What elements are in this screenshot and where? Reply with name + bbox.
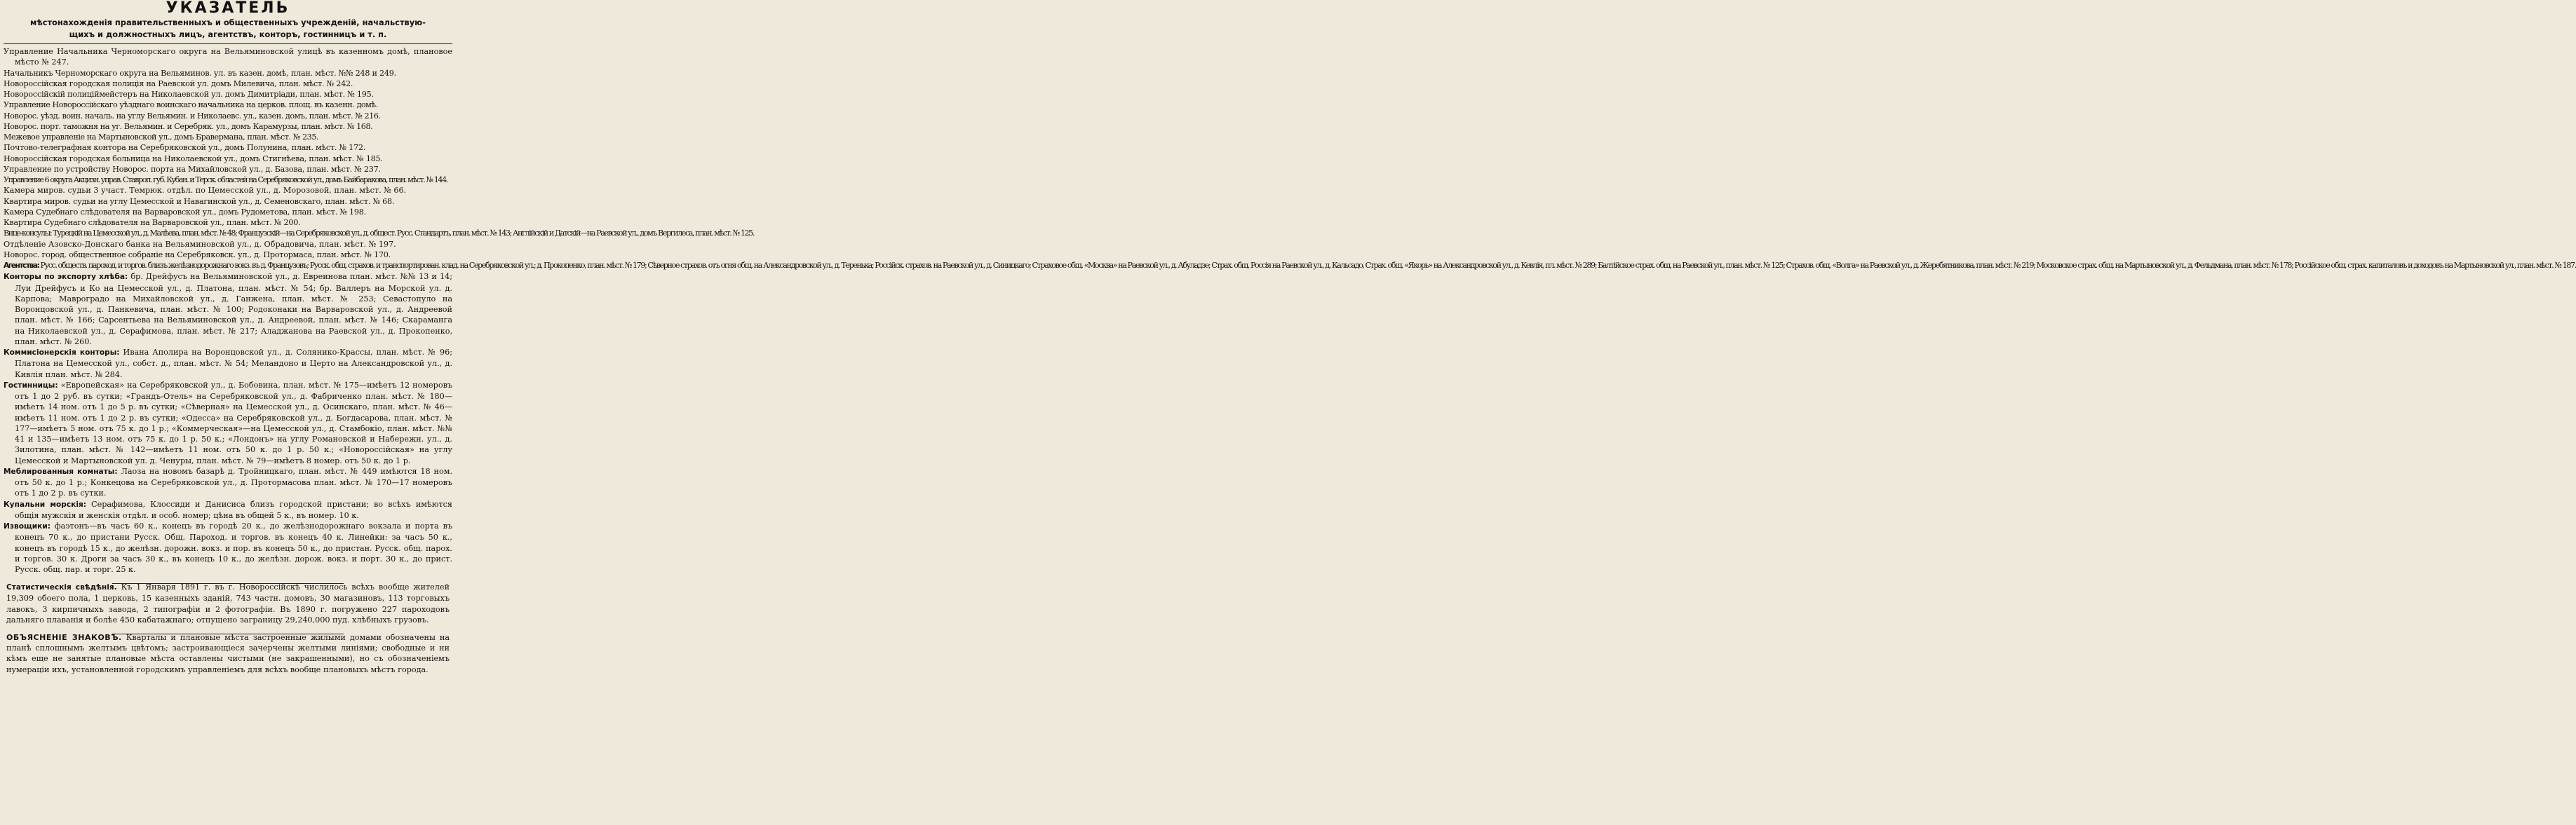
section-divider <box>4 576 452 582</box>
index-entry <box>4 196 452 207</box>
explanation-text: Кварталы и плановые мѣста застроенные жилыми домами обозначены на планѣ сплошнымъ желтымъ цвѣтомъ; застроивающіеся зачерчены желтыми линіями; свободные и ни кѣмъ еще не занятые плановые мѣста оставлены чистыми (не закрашенными), но съ обозначеніемъ нумераціи ихъ, установленной городскимъ управленіемъ для всѣхъ вообще плановыхъ мѣстъ города. <box>6 633 450 674</box>
entry-text: Новорос. город. общественное собраніе на Серебряковск. ул., д. Протормаса, план. мѣст. № 170. <box>4 250 391 259</box>
index-entry <box>4 185 452 196</box>
index-entry <box>4 111 452 121</box>
explanation-paragraph <box>4 632 452 675</box>
entry-text: Квартира миров. судьи на углу Цемесской и Навагинской ул., д. Семеновскаго, план. мѣст. № 68. <box>4 196 395 206</box>
entry-text: Почтово-телеграфная контора на Серебряковской ул., домъ Полунина, план. мѣст. № 172. <box>4 143 366 153</box>
entry-text: Вице-консулы: Турецкій на Цемесской ул., д. Малѣева, план. мѣст. № 48; Французскій—на Серебряковской ул., д. общест. Русс. Стандартъ, план. мѣст. № 143; Англійскій и Датскій—на Раевской ул., домъ Вергилеса, план. мѣст. № 125. <box>4 229 754 238</box>
entry-label: Коммисіонерскія конторы: <box>4 348 120 357</box>
entry-text: «Европейская» на Серебряковской ул., д. Бобовина, план. мѣст. № 175—имѣетъ 12 номеровъ отъ 1 до 2 руб. въ сутки; «Грандъ-Отель» на Серебряковской ул., д. Фабриченко план. мѣст. № 180—имѣетъ 14 ном. отъ 1 до 5 р. въ сутки; «Сѣверная» на Цемесской ул., д. Осинскаго, план. мѣст. № 46—имѣетъ 11 ном. отъ 1 до 2 р. въ сутки; «Одесса» на Серебряковской ул., д. Богдасарова, план. мѣст. № 177—имѣетъ 5 ном. отъ 75 к. до 1 р.; «Коммерческая»—на Цемесской ул., д. Стамбокіо, план. мѣст. №№ 41 и 135—имѣетъ 13 ном. отъ 75 к. до 1 р. 50 к.; «Лондонъ» на углу Романовской и Набережн. ул., д. Зилотина, план. мѣст. № 142—имѣетъ 11 ном. отъ 50 к. до 1 р. 50 к.; «Новороссійская» на углу Цемесской и Мартыновской ул. д. Ченуры, план. мѣст. № 79—имѣетъ 8 номер. отъ 50 к. до 1 р. <box>15 380 452 465</box>
index-entry <box>4 175 452 185</box>
entry-text: Начальникъ Черноморскаго округа на Вельяминов. ул. въ казен. домѣ, план. мѣст. №№ 248 и 249. <box>4 68 396 78</box>
title-rule <box>4 43 452 44</box>
index-entry <box>4 164 452 175</box>
entry-text: Ивана Аполира на Воронцовской ул., д. Солянико-Красcы, план. мѣст. № 96; Платона на Цемесской ул., собст. д., план. мѣст. № 54; Меландоно и Церто на Александровской ул., д. Кивлія план. мѣст. № 284. <box>15 348 453 379</box>
page-title: УКАЗАТЕЛЬ <box>166 0 290 17</box>
entry-label: Извощики: <box>4 522 50 531</box>
entry-text: бр. Дрейфусъ на Вельяминовской ул., д. Евреинова план. мѣст. №№ 13 и 14; Луи Дрейфусъ и Ко на Цемесской ул., д. Платона, план. мѣст. № 54; бр. Валлеръ на Морской ул. д. Карпова; Мавроградо на Михайловской ул., д. Ганжена, план. мѣст. № 253; Севастопуло на Воронцовской ул., д. Панкевича, план. мѣст. № 100; Родоконаки на Варваровской ул., д. Андреевой план. мѣст. № 166; Сарсентьева на Вельяминовской ул., д. Андреевой, план. мѣст. № 146; Скараманга на Николаевской ул., д. Серафимова, план. мѣст. № 217; Аладжанова на Раевской ул., д. Прокопенко, план. мѣст. № 260. <box>15 272 452 346</box>
index-entry <box>4 250 452 260</box>
index-entry <box>4 207 452 217</box>
entry-text: Межевое управленіе на Мартыновской ул., домъ Бравермана, план. мѣст. № 235. <box>4 132 319 142</box>
entry-text: Камера миров. судьи 3 участ. Темрюк. отдѣл. по Цемесской ул., д. Морозовой, план. мѣст. № 66. <box>4 186 407 196</box>
index-entry <box>4 271 452 347</box>
index-entry <box>4 100 452 110</box>
entry-text: Камера Судебнаго слѣдователя на Варваровской ул., домъ Рудометова, план. мѣст. № 198. <box>4 207 366 217</box>
index-entry <box>4 132 452 142</box>
entry-text: Новороссійскій полиціймейстеръ на Николаевской ул. домъ Димитріади, план. мѣст. № 195. <box>4 90 374 99</box>
index-entry <box>4 121 452 132</box>
entry-label: Конторы по экспорту хлѣба: <box>4 273 128 282</box>
index-entry <box>4 380 452 466</box>
statistics-paragraph <box>4 582 452 625</box>
entry-text: Новороссійская городская больница на Николаевской ул., домъ Стигнѣева, план. мѣст. № 185. <box>4 154 383 163</box>
subtitle-line-1: мѣстонахожденія правительственныхъ и общественныхъ учрежденій, начальствую- <box>30 18 426 27</box>
statistics-label: Статистическія свѣдѣнія. <box>6 583 117 592</box>
index-entry <box>4 239 452 250</box>
index-entry <box>4 79 452 89</box>
index-entry <box>4 466 452 499</box>
index-entry <box>4 217 452 228</box>
entry-text: Управление 6 округа Акцизн. управ. Ставроп. губ. Кубан. и Терск. областей на Серебряковской ул., домъ Байбаракова, план. мѣст. № 144. <box>4 175 447 184</box>
entry-text: Серафимова, Клоссиди и Данисиса близъ городской пристани; во всѣхъ имѣются общія мужскія и женскія отдѣл. и особ. номер; цѣна въ общей 5 к., въ номер. 10 к. <box>15 499 452 520</box>
entry-label: Меблированныя комнаты: <box>4 467 118 476</box>
entry-label: Агентства: <box>4 261 39 270</box>
entry-label: Купальни морскія: <box>4 500 87 509</box>
entry-text: Новорос. порт. таможня на уг. Вельямин. и Серебряк. ул., домъ Карамурзы, план. мѣст. № 168. <box>4 121 373 131</box>
entry-text: Управление Начальника Черноморскаго округа на Вельяминовской улицѣ въ казенномъ домѣ, плановое мѣсто № 247. <box>4 47 452 67</box>
entry-text: Новорос. уѣзд. воин. началь. на углу Вельямин. и Николаевс. ул., казен. домъ, план. мѣст. № 216. <box>4 111 381 121</box>
index-entry <box>4 228 754 238</box>
index-entry <box>4 68 452 79</box>
entry-text: Русс. обществ. пароход. и торгов. близъ желѣзнодорожнаго вокз. въ д. Французовъ; Русск. общ. страхов. и транспортирован. клад. на Серебряковской ул.; д. Прокопенко, план. мѣст. № 179; Сѣверное страхов. отъ огня общ. на Александровской ул., д. Теренька; Россійск. страхов. на Раевской ул., д. Синицкаго; Страховое общ. «Москва» на Раевской ул., д. Абуладзе; Страх. общ. Россія на Раевской ул., д. Кальсадо, Страх. общ. «Якорь» на Александровской ул., д. Кевлія, пл. мѣст. № 289; Балтійское страх. общ. на Раевской ул., план. мѣст. № 125; Страхов. общ. «Волга» на Раевской ул., д. Жеребятникова, план. мѣст. № 219; Московское страх. общ. на Мартыновской ул., д. Фельдмана, план. мѣст. № 178; Россійское общ. страх. капиталовъ и доходовъ на Мартыновской ул., план. мѣст. № 187. <box>40 261 2576 270</box>
entries-list <box>4 46 2576 575</box>
statistics-text: Къ 1 Января 1891 г. въ г. Новороссійскѣ числилось всѣхъ вообще жителей 19,309 обоего пола, 1 церковь, 15 казенныхъ зданій, 743 частн. домовъ, 30 магазиновъ, 113 торговыхъ лавокъ, 3 кирпичныхъ завода, 2 типографіи и 2 фотографіи. Въ 1890 г. погружено 227 пароходовъ дальняго плаванія и болѣе 450 кабатажнаго; отпущено заграницу 29,240,000 пуд. хлѣбныхъ грузовъ. <box>6 582 450 625</box>
index-entry <box>4 142 452 153</box>
index-entry <box>4 89 452 100</box>
entry-text: Лаоза на новомъ базарѣ д. Тройницкаго, план. мѣст. № 449 имѣются 18 ном. отъ 50 к. до 1 р.; Конкецова на Серебряковской ул., д. Протормасова план. мѣст. № 170—17 номеровъ отъ 1 до 2 р. въ сутки. <box>15 466 453 498</box>
entry-text: Управление Новороссійскаго уѣзднаго воинскаго начальника на церков. площ. въ казенн. домѣ. <box>4 100 378 110</box>
index-entry <box>4 521 452 575</box>
entry-text: Новороссійская городская полиція на Раевской ул. домъ Милевича, план. мѣст. № 242. <box>4 79 353 88</box>
section-divider-2 <box>4 627 452 632</box>
subtitle-line-2: щихъ и должностныхъ лицъ, агентствъ, конторъ, гостинницъ и т. п. <box>69 29 387 39</box>
index-entry <box>4 347 452 380</box>
entry-label: Гостинницы: <box>4 381 58 390</box>
explanation-label: ОБЪЯСНЕНІЕ ЗНАКОВЪ. <box>6 633 122 643</box>
entry-text: Отдѣленіе Азовско-Донскаго банка на Вельяминовской ул., д. Обрадовича, план. мѣст. № 197. <box>4 239 396 249</box>
index-entry <box>4 46 452 68</box>
entry-text: фаэтонъ—въ часъ 60 к., конецъ въ городѣ 20 к., до желѣзнодорожнаго вокзала и порта въ конецъ 70 к., до пристани Русск. Общ. Пароход. и торгов. въ конецъ 40 к. Линейки: за часъ 50 к., конецъ въ городѣ 15 к., до желѣзн. дорожн. вокз. и пор. въ конецъ 50 к., до пристан. Русск. общ. парох. и торгов. 30 к. Дроги за часъ 30 к., въ конецъ 10 к., до желѣзн. дорож. вокз. и порт. 30 к., до прист. Русск. общ. пар. и торг. 25 к. <box>15 521 452 574</box>
index-entry <box>4 154 452 164</box>
entry-text: Квартира Судебнаго слѣдователя на Варваровской ул., план. мѣст. № 200. <box>4 218 301 227</box>
index-entry <box>4 499 452 521</box>
entry-text: Управление по устройству Новорос. порта на Михайловской ул., д. Базова, план. мѣст. № 237. <box>4 164 381 174</box>
index-entry <box>4 260 2576 271</box>
